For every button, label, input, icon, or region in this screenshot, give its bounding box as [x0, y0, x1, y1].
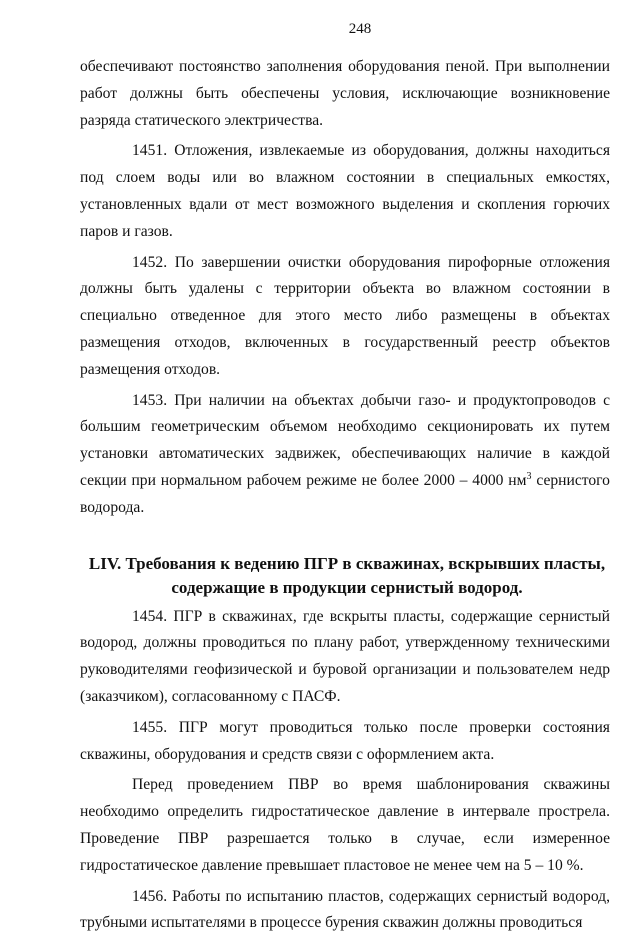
paragraph-1455: 1455. ПГР могут проводиться только после проверки состояния скважины, оборудования и средств связи с оформлением акта.: [80, 718, 610, 763]
paragraph-1452: 1452. По завершении очистки оборудования пирофорные отложения должны быть удалены с территории объекта во влажном состоянии в специально отведенное для этого место либо размещены в объектах размещения отходов, включенных в государственный реестр объектов размещения отходов.: [80, 253, 610, 378]
section-heading-line-1: LIV. Требования к ведению ПГР в скважинах, вскрывших пласты,: [88, 553, 606, 573]
superscript-cubic: 3: [526, 470, 532, 482]
page-number: 248: [348, 21, 372, 37]
paragraph-1456: 1456. Работы по испытанию пластов, содержащих сернистый водород, трубными испытателями в процессе бурения скважин должны проводиться: [80, 887, 610, 932]
section-heading-line-2: содержащие в продукции сернистый водород.: [171, 577, 523, 597]
paragraph-1453-end: сернистого водорода.: [80, 471, 610, 516]
paragraph-1455-continued: Перед проведением ПВР во время шаблонирования скважины необходимо определить гидростатическое давление в интервале прострела. Проведение ПВР разрешается только в случае, если измеренное гидростатическое давление превышает пластовое не менее чем на 5 – 10 %.: [80, 776, 610, 874]
paragraph-continuation: обеспечивают постоянство заполнения оборудования пеной. При выполнении работ должны быть обеспечены условия, исключающие возникновение разряда статического электричества.: [80, 58, 610, 129]
paragraph-1451: 1451. Отложения, извлекаемые из оборудования, должны находиться под слоем воды или во влажном состоянии в специальных емкостях, установленных вдали от мест возможного выделения и скопления горючих паров и газов.: [80, 142, 610, 240]
paragraph-1453: [80, 388, 610, 522]
section-heading: [80, 552, 610, 600]
paragraph-1453-text: 1453. При наличии на объектах добычи газо- и продуктопроводов с большим геометрическим объемом необходимо секционировать их путем установки автоматических задвижек, обеспечивающих наличие в каждой секции при нормальном рабочем режиме не более 2000 – 4000 нм: [80, 391, 610, 489]
paragraph-1454: 1454. ПГР в скважинах, где вскрыты пласты, содержащие сернистый водород, должны проводиться по плану работ, утвержденному техническими руководителями геофизической и буровой организации и пользователем недр (заказчиком), согласованному с ПАСФ.: [80, 607, 610, 705]
